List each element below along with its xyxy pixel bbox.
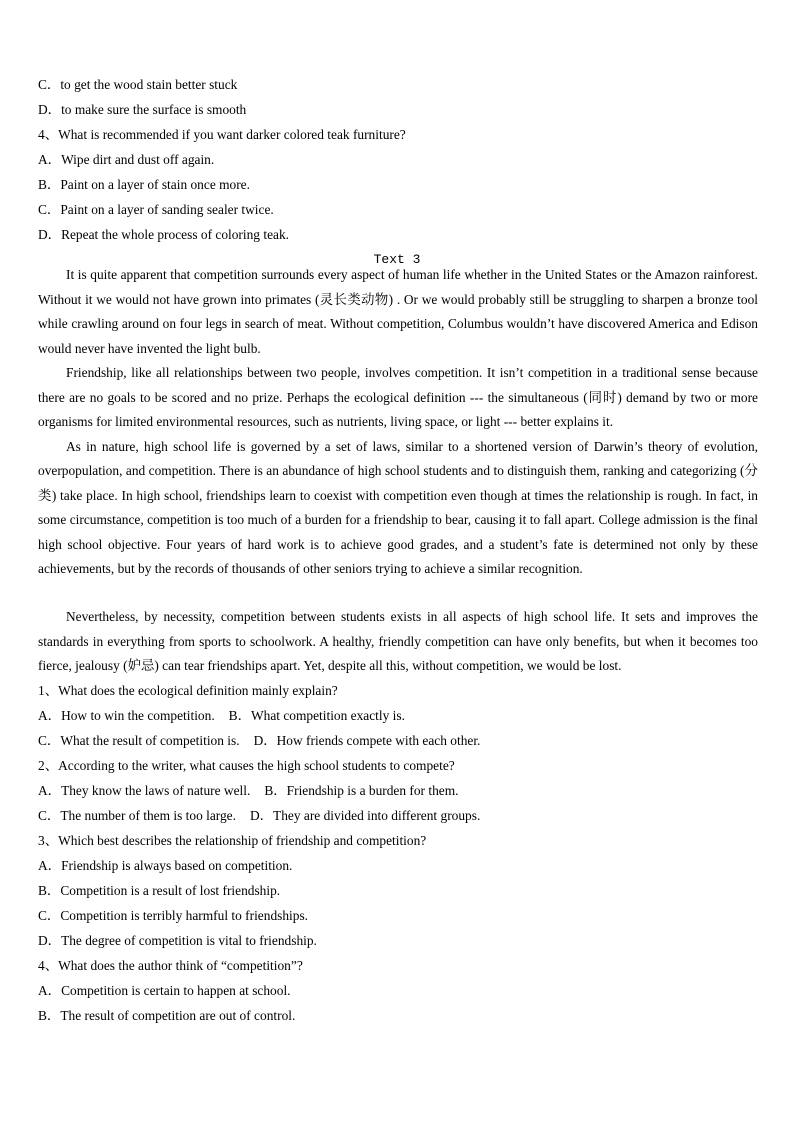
option-line (38, 177, 250, 193)
option-text: Friendship is always based on competition. (61, 858, 293, 873)
option-letter: B． (38, 1008, 61, 1023)
option-letter: A． (38, 152, 62, 167)
question-number: 4、 (38, 958, 59, 973)
option-letter: A． (38, 858, 62, 873)
option-letter: C． (38, 908, 61, 923)
option-text: to get the wood stain better stuck (60, 77, 238, 92)
option-text: Competition is certain to happen at school. (61, 983, 291, 998)
passage-paragraph-3: As in nature, high school life is governed by a set of laws, similar to a shortened version of Darwin’s theory of evolution, overpopulation, and competition. There is an abundance of high school students and to distinguish them, ranking and categorizing (分类) take place. In high school, friendships learn to coexist with competition even though at times the relationship is rough. In fact, in some circumstance, competition is too much of a burden for a friendship to bear, causing it to fall apart. College admission is the final high school objective. Four years of hard work is to achieve good grades, and a student’s fate is determined not only by these achievements, but by the records of thousands of other seniors trying to achieve a similar recognition. (38, 438, 758, 576)
question-line (38, 833, 426, 849)
option-text: How friends compete with each other. (276, 733, 481, 748)
question-text: According to the writer, what causes the high school students to compete? (58, 758, 455, 773)
question-text: What does the author think of “competition”? (58, 958, 303, 973)
question-line (38, 758, 455, 774)
option-text: Friendship is a burden for them. (286, 783, 459, 798)
question-number: 1、 (38, 683, 59, 698)
option-line (38, 983, 291, 999)
question-line (38, 958, 303, 974)
option-text: They are divided into different groups. (273, 808, 481, 823)
option-letter: C． (38, 733, 61, 748)
option-line (38, 783, 459, 799)
option-text: to make sure the surface is smooth (61, 102, 247, 117)
option-text: Competition is a result of lost friendship. (60, 883, 281, 898)
passage-paragraph-4: Nevertheless, by necessity, competition between students exists in all aspects of high school life. It sets and improves the standards in everything from sports to schoolwork. A healthy, friendly competition can have only benefits, but when it becomes too fierce, jealousy (妒忌) can tear friendships apart. Yet, despite all this, without competition, we would be lost. (38, 609, 758, 673)
option-text: Paint on a layer of stain once more. (60, 177, 250, 192)
section-title: Text 3 (373, 252, 421, 267)
option-line (38, 933, 317, 949)
option-line (38, 708, 405, 724)
passage-paragraph-1: It is quite apparent that competition surrounds every aspect of human life whether in the United States or the Amazon rainforest. Without it we would not have grown into primates (灵长类动物) . Or we would probably still be struggling to sharpen a bronze tool while crawling around on four legs in search of meat. Without competition, Columbus wouldn’t have discovered America and Edison would never have invented the light bulb. (38, 267, 758, 356)
option-text: The result of competition are out of control. (60, 1008, 296, 1023)
option-line (38, 733, 480, 749)
option-letter: D． (249, 808, 274, 823)
option-line (38, 152, 214, 168)
option-line (38, 883, 280, 899)
option-text: They know the laws of nature well. (61, 783, 251, 798)
option-line (38, 227, 289, 243)
option-letter: C． (38, 202, 61, 217)
question-line (38, 683, 338, 699)
question-text: What is recommended if you want darker colored teak furniture? (58, 127, 406, 142)
option-text: The degree of competition is vital to friendship. (61, 933, 317, 948)
option-letter: A． (38, 983, 62, 998)
option-letter: A． (38, 783, 62, 798)
option-text: Paint on a layer of sanding sealer twice. (60, 202, 274, 217)
option-letter: D． (38, 227, 62, 242)
option-text: What competition exactly is. (251, 708, 405, 723)
option-line (38, 858, 292, 874)
option-text: How to win the competition. (61, 708, 215, 723)
option-letter: D． (38, 933, 62, 948)
option-letter: C． (38, 77, 61, 92)
option-text: Wipe dirt and dust off again. (61, 152, 215, 167)
option-line (38, 808, 480, 824)
option-line (38, 102, 246, 118)
question-line (38, 127, 406, 143)
question-number: 4、 (38, 127, 59, 142)
passage-paragraph-2: Friendship, like all relationships between two people, involves competition. It isn’t competition in a traditional sense because there are no goals to be scored and no prize. Perhaps the ecological definition --- the simultaneous (同时) demand by two or more organisms for limited environmental resources, such as nutrients, living space, or light --- better explains it. (38, 365, 758, 429)
option-line (38, 202, 274, 218)
option-letter: B． (38, 177, 61, 192)
option-letter: A． (38, 708, 62, 723)
question-text: Which best describes the relationship of friendship and competition? (58, 833, 427, 848)
option-text: The number of them is too large. (60, 808, 236, 823)
option-line (38, 1008, 295, 1024)
question-number: 3、 (38, 833, 59, 848)
option-letter: B． (228, 708, 251, 723)
option-letter: B． (264, 783, 287, 798)
option-letter: D． (253, 733, 277, 748)
option-letter: B． (38, 883, 61, 898)
option-line (38, 77, 237, 93)
question-text: What does the ecological definition mainly explain? (58, 683, 338, 698)
option-line (38, 908, 308, 924)
option-text: Repeat the whole process of coloring teak. (61, 227, 289, 242)
option-text: What the result of competition is. (60, 733, 240, 748)
option-letter: D． (38, 102, 62, 117)
question-number: 2、 (38, 758, 59, 773)
option-text: Competition is terribly harmful to friendships. (60, 908, 309, 923)
option-letter: C． (38, 808, 61, 823)
